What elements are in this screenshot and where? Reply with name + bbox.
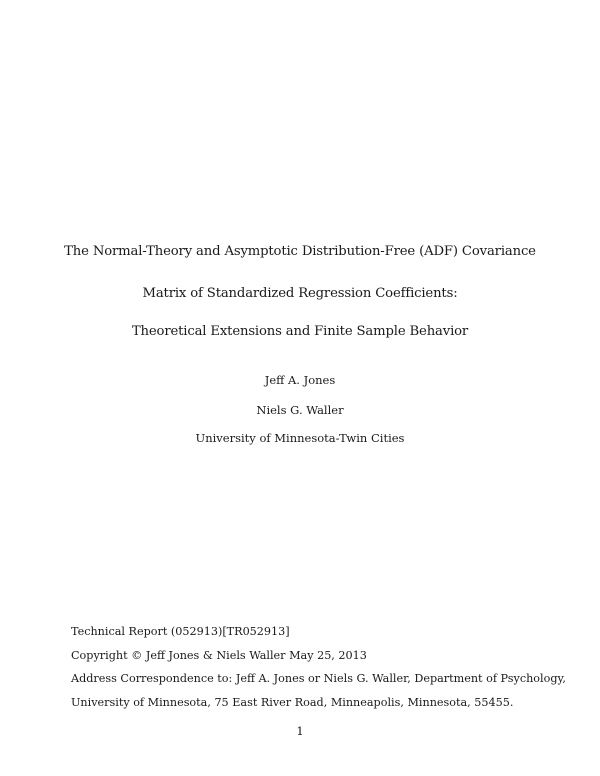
correspondence-address-line-2: University of Minnesota, 75 East River Road, Minneapolis, Minnesota, 55455. xyxy=(71,696,514,709)
correspondence-address-line-1: Address Correspondence to: Jeff A. Jones or Niels G. Waller, Department of Psychology, xyxy=(71,672,566,685)
page-number: 1 xyxy=(296,724,304,738)
copyright-notice: Copyright © Jeff Jones & Niels Waller May 25, 2013 xyxy=(71,649,367,662)
title-line-3: Theoretical Extensions and Finite Sample Behavior xyxy=(131,324,469,339)
affiliation: University of Minnesota-Twin Cities xyxy=(195,431,405,445)
author-waller: Niels G. Waller xyxy=(256,403,344,417)
title-line-2: Matrix of Standardized Regression Coefficients: xyxy=(142,286,458,301)
title-line-1: The Normal-Theory and Asymptotic Distribution-Free (ADF) Covariance xyxy=(64,244,536,259)
author-jones: Jeff A. Jones xyxy=(264,373,336,387)
technical-report-number: Technical Report (052913)[TR052913] xyxy=(71,625,290,638)
